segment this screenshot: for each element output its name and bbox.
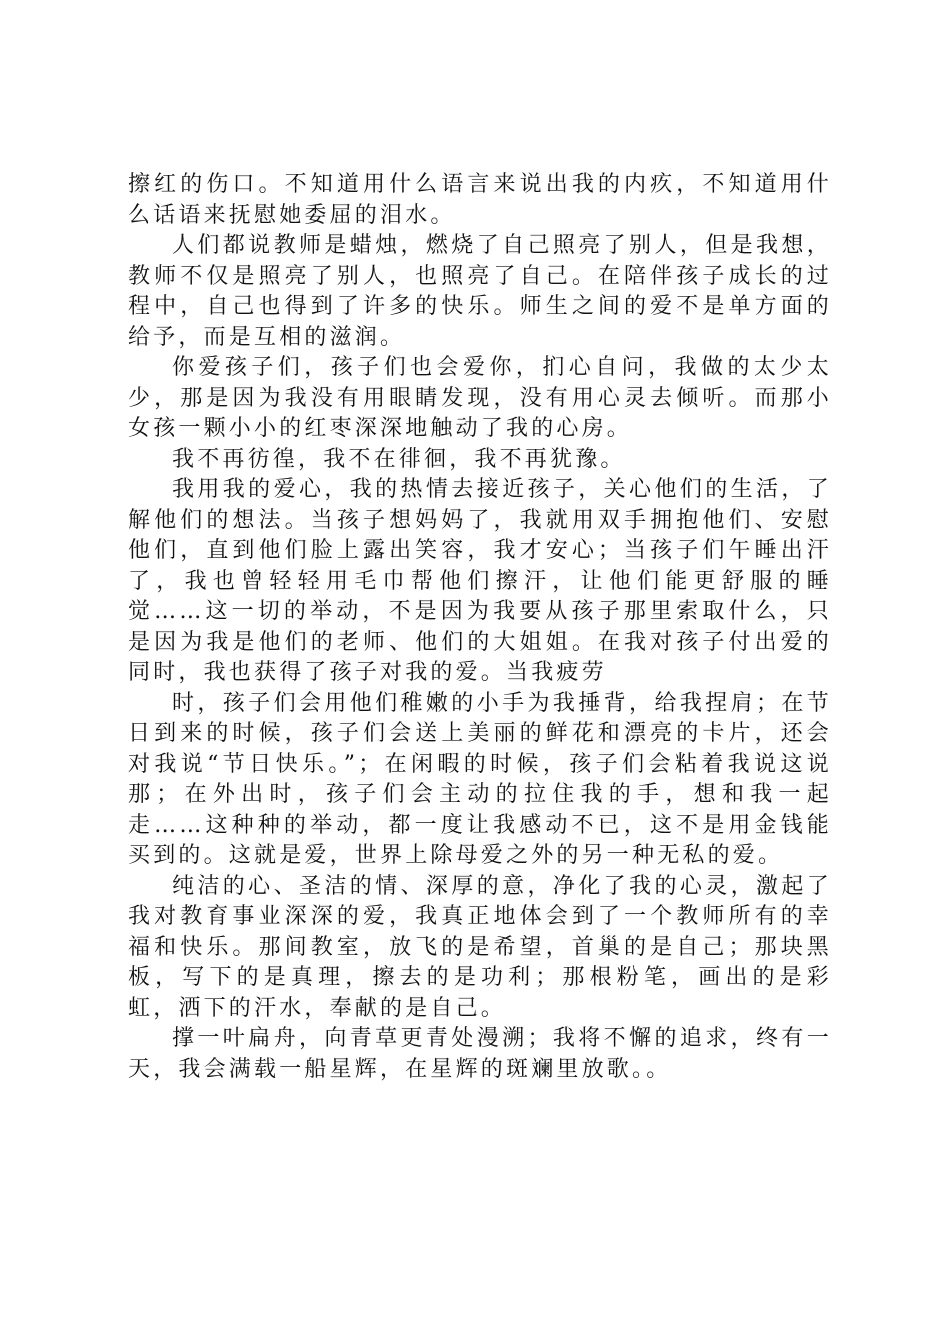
paragraph-8: 撑一叶扁舟，向青草更青处漫溯；我将不懈的追求，终有一天，我会满载一船星辉，在星辉的斑斓里放歌。。 xyxy=(128,1026,832,1082)
paragraph-3: 你爱孩子们，孩子们也会爱你，扪心自问，我做的太少太少，那是因为我没有用眼睛发现，没有用心灵去倾听。而那小女孩一颗小小的红枣深深地触动了我的心房。 xyxy=(128,355,832,441)
paragraph-2: 人们都说教师是蜡烛，燃烧了自己照亮了别人，但是我想，教师不仅是照亮了别人，也照亮了自己。在陪伴孩子成长的过程中，自己也得到了许多的快乐。师生之间的爱不是单方面的给予，而是互相的滋润。 xyxy=(128,233,832,350)
paragraph-5: 我用我的爱心，我的热情去接近孩子，关心他们的生活，了解他们的想法。当孩子想妈妈了，我就用双手拥抱他们、安慰他们，直到他们脸上露出笑容，我才安心；当孩子们午睡出汗了，我也曾轻轻用毛巾帮他们擦汗，让他们能更舒服的睡觉……这一切的举动，不是因为我要从孩子那里索取什么，只是因为我是他们的老师、他们的大姐姐。在我对孩子付出爱的同时，我也获得了孩子对我的爱。当我疲劳 xyxy=(128,477,832,685)
paragraph-1: 擦红的伤口。不知道用什么语言来说出我的内疚，不知道用什么话语来抚慰她委屈的泪水。 xyxy=(128,172,832,228)
document-body xyxy=(128,170,832,1085)
paragraph-7: 纯洁的心、圣洁的情、深厚的意，净化了我的心灵，激起了我对教育事业深深的爱，我真正地体会到了一个教师所有的幸福和快乐。那间教室，放飞的是希望，首巢的是自己；那块黑板，写下的是真理，擦去的是功利；那根粉笔，画出的是彩虹，洒下的汗水，奉献的是自己。 xyxy=(128,873,832,1021)
paragraph-4: 我不再彷徨，我不在徘徊，我不再犹豫。 xyxy=(172,446,626,472)
paragraph-6: 时，孩子们会用他们稚嫩的小手为我捶背，给我捏肩；在节日到来的时候，孩子们会送上美丽的鲜花和漂亮的卡片，还会对我说“节日快乐。”；在闲暇的时候，孩子们会粘着我说这说那；在外出时，孩子们会主动的拉住我的手，想和我一起走……这种种的举动，都一度让我感动不已，这不是用金钱能买到的。这就是爱，世界上除母爱之外的另一种无私的爱。 xyxy=(128,690,832,868)
